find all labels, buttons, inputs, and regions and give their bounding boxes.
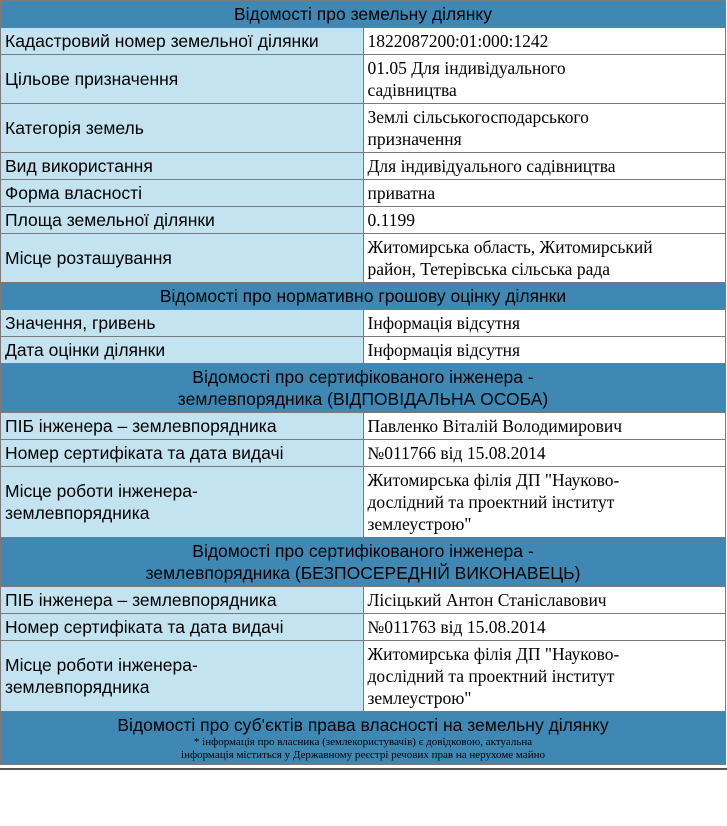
certificate-value: №011766 від 15.08.2014 <box>363 440 726 467</box>
section-title-land-plot: Відомості про земельну ділянку <box>1 1 726 28</box>
section-header-row <box>1 712 726 765</box>
engineer-name-value: Павленко Віталій Володимирович <box>363 413 726 440</box>
section-header-row <box>1 538 726 587</box>
area-value: 0.1199 <box>363 207 726 234</box>
table-row <box>1 440 726 467</box>
section-header-row <box>1 364 726 413</box>
workplace-value <box>363 467 726 538</box>
row-label: Площа земельної ділянки <box>1 207 364 234</box>
row-label: Значення, гривень <box>1 310 364 337</box>
label-line: землевпорядника <box>5 503 150 523</box>
value-line: дослідний та проектний інститут <box>367 666 615 686</box>
row-label: Цільове призначення <box>1 55 364 104</box>
section-title-line: землевпорядника (ВІДПОВІДАЛЬНА ОСОБА) <box>177 389 549 409</box>
purpose-value <box>363 55 726 104</box>
section-title-line: землевпорядника (БЕЗПОСЕРЕДНІЙ ВИКОНАВЕЦЬ) <box>145 563 581 583</box>
section-header-row <box>1 1 726 28</box>
table-row <box>1 467 726 538</box>
row-label: Дата оцінки ділянки <box>1 337 364 364</box>
row-label: Номер сертифіката та дата видачі <box>1 614 364 641</box>
row-label: Форма власності <box>1 180 364 207</box>
table-row <box>1 207 726 234</box>
ownership-note-line: інформація міститься у Державному реєстрі речових прав на нерухоме майно <box>181 749 545 761</box>
section-title-engineer-executor <box>1 538 726 587</box>
table-row <box>1 310 726 337</box>
section-title-line: Відомості про сертифікованого інженера - <box>192 367 534 387</box>
section-title-engineer-responsible <box>1 364 726 413</box>
row-label: ПІБ інженера – землевпорядника <box>1 587 364 614</box>
row-label: Категорія земель <box>1 104 364 153</box>
cadastral-number-value: 1822087200:01:000:1242 <box>363 28 726 55</box>
table-row <box>1 55 726 104</box>
row-label: Вид використання <box>1 153 364 180</box>
valuation-amount-value: Інформація відсутня <box>363 310 726 337</box>
value-line: землеустрою" <box>367 688 472 708</box>
row-label <box>1 641 364 712</box>
certificate-value: №011763 від 15.08.2014 <box>363 614 726 641</box>
label-line: землевпорядника <box>5 677 150 697</box>
row-label: Номер сертифіката та дата видачі <box>1 440 364 467</box>
value-line: 01.05 Для індивідуального <box>367 58 566 78</box>
value-line: Землі сільськогосподарського <box>367 107 589 127</box>
table-row <box>1 153 726 180</box>
engineer-name-value: Лісіцький Антон Станіславович <box>363 587 726 614</box>
table-row <box>1 104 726 153</box>
usage-type-value: Для індивідуального садівництва <box>363 153 726 180</box>
value-line: район, Тетерівська сільська рада <box>367 259 611 279</box>
ownership-form-value: приватна <box>363 180 726 207</box>
table-row <box>1 413 726 440</box>
section-title-ownership <box>1 712 726 765</box>
ownership-note-line: * інформація про власника (землекористувачів) є довідковою, актуальна <box>193 736 533 748</box>
section-title-valuation: Відомості про нормативно грошову оцінку ділянки <box>1 283 726 310</box>
row-label: Кадастровий номер земельної ділянки <box>1 28 364 55</box>
value-line: Житомирська область, Житомирський <box>367 237 653 257</box>
table-row <box>1 641 726 712</box>
value-line: Житомирська філія ДП "Науково- <box>367 644 620 664</box>
table-row <box>1 587 726 614</box>
value-line: призначення <box>367 129 462 149</box>
row-label: ПІБ інженера – землевпорядника <box>1 413 364 440</box>
table-row <box>1 28 726 55</box>
value-line: дослідний та проектний інститут <box>367 492 615 512</box>
section-title-line: Відомості про суб'єктів права власності на земельну ділянку <box>117 715 609 735</box>
table-row <box>1 180 726 207</box>
label-line: Місце роботи інженера- <box>5 655 198 675</box>
valuation-date-value: Інформація відсутня <box>363 337 726 364</box>
row-label <box>1 467 364 538</box>
section-title-line: Відомості про сертифікованого інженера - <box>192 541 534 561</box>
land-category-value <box>363 104 726 153</box>
value-line: землеустрою" <box>367 514 472 534</box>
table-row <box>1 234 726 283</box>
value-line: Житомирська філія ДП "Науково- <box>367 470 620 490</box>
label-line: Місце роботи інженера- <box>5 481 198 501</box>
table-row <box>1 614 726 641</box>
bottom-divider <box>0 768 727 770</box>
value-line: садівництва <box>367 80 457 100</box>
row-label: Місце розташування <box>1 234 364 283</box>
table-row <box>1 337 726 364</box>
section-header-row <box>1 283 726 310</box>
workplace-value <box>363 641 726 712</box>
location-value <box>363 234 726 283</box>
